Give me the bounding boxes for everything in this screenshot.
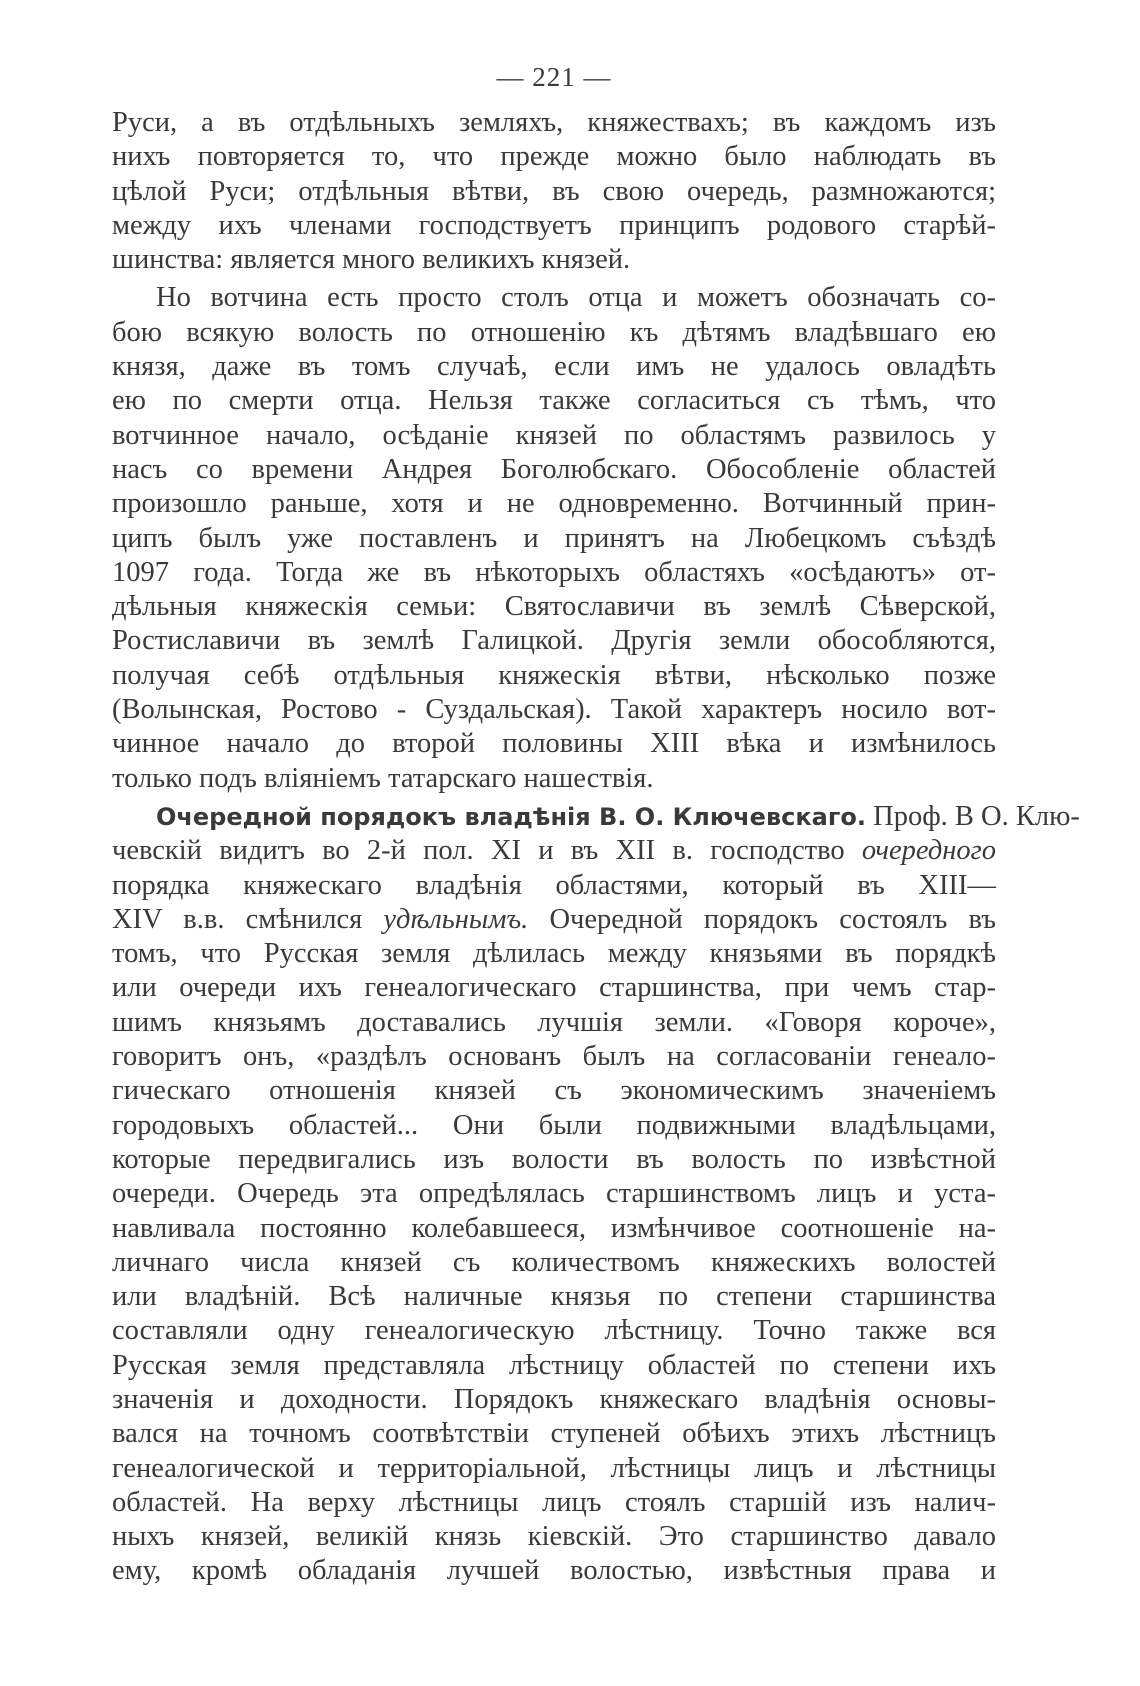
text-line: или очереди ихъ генеалогическаго старшинства, при чемъ стар- <box>112 972 996 1004</box>
text-line: говоритъ онъ, «раздѣлъ основанъ былъ на согласованіи генеало- <box>112 1041 996 1073</box>
text-line <box>112 903 996 937</box>
text-line: или владѣній. Всѣ наличные князья по степени старшинства <box>112 1281 996 1313</box>
text-line: ею по смерти отца. Нельзя также согласиться съ тѣмъ, что <box>112 385 996 417</box>
text-line: ципъ былъ уже поставленъ и принятъ на Любецкомъ съѣздѣ <box>112 522 996 554</box>
text-line: навливала постоянно колебавшееся, измѣнчивое соотношеніе на- <box>112 1212 996 1244</box>
text-line: (Волынская, Ростово - Суздальская). Такой характеръ носило вот- <box>112 694 996 726</box>
text-line: Русская земля представляла лѣстницу областей по степени ихъ <box>112 1349 996 1381</box>
text-line: 1097 года. Тогда же въ нѣкоторыхъ областяхъ «осѣдаютъ» от- <box>112 556 996 588</box>
paragraph-3 <box>112 800 1080 1589</box>
text-line: вотчинное начало, осѣданіе князей по областямъ развилось у <box>112 419 996 451</box>
text-line: Руси, а въ отдѣльныхъ земляхъ, княжествахъ; въ каждомъ изъ <box>112 107 996 138</box>
paragraph-1 <box>112 106 996 277</box>
text-line: которые передвигались изъ волости въ волость по извѣстной <box>112 1143 996 1175</box>
text-line: областей. На верху лѣстницы лицъ стоялъ старшій изъ налич- <box>112 1486 996 1518</box>
text-run: Очередной порядокъ состоялъ въ <box>528 903 997 935</box>
text-line: личнаго числа князей съ количествомъ княжескихъ волостей <box>112 1246 996 1278</box>
text-line: нихъ повторяется то, что прежде можно было наблюдать въ <box>112 141 996 173</box>
text-line: между ихъ членами господствуетъ принципъ родового старѣй- <box>112 209 996 241</box>
text-line: гическаго отношенія князей съ экономическимъ значеніемъ <box>112 1075 996 1107</box>
text-line: ему, кромѣ обладанія лучшей волостью, извѣстныя права и <box>112 1555 996 1587</box>
text-line: томъ, что Русская земля дѣлилась между князьями въ порядкѣ <box>112 938 996 970</box>
section-heading: Очередной порядокъ владѣнія В. О. Ключевскаго. <box>156 802 866 831</box>
page-number: — 221 — <box>496 62 612 92</box>
text-line: насъ со времени Андрея Боголюбскаго. Обособленіе областей <box>112 453 996 485</box>
text-run: XIV в.в. смѣнился <box>112 903 384 935</box>
text-line: дѣльныя княжескія семьи: Святославичи въ землѣ Сѣверской, <box>112 591 996 623</box>
paragraph-2 <box>112 281 996 795</box>
text-line: только подъ вліяніемъ татарскаго нашествія. <box>112 762 654 794</box>
text-line: городовыхъ областей... Они были подвижными владѣльцами, <box>112 1109 996 1141</box>
text-line: генеалогической и территоріальной, лѣстницы лицъ и лѣстницы <box>112 1452 996 1484</box>
italic-term: очередного <box>861 835 996 867</box>
text-line: Ростиславичи въ землѣ Галицкой. Другія земли обособляются, <box>112 625 996 657</box>
text-line: бою всякую волость по отношенію къ дѣтямъ владѣвшаго ею <box>112 316 996 348</box>
text-line: Но вотчина есть просто столъ отца и можетъ обозначать со- <box>156 282 996 314</box>
text-line: очереди. Очередь эта опредѣлялась старшинствомъ лицъ и уста- <box>112 1178 996 1210</box>
text-line: значенія и доходности. Порядокъ княжескаго владѣнія основы- <box>112 1383 996 1415</box>
document-page <box>112 58 1080 1593</box>
text-line: цѣлой Руси; отдѣльныя вѣтви, въ свою очередь, размножаются; <box>112 175 996 207</box>
text-line <box>112 800 1080 834</box>
text-line: составляли одну генеалогическую лѣстницу. Точно также вся <box>112 1315 996 1347</box>
text-line <box>112 834 996 868</box>
text-line: шинства: является много великихъ князей. <box>112 244 631 276</box>
text-line: ныхъ князей, великій князь кіевскій. Это старшинство давало <box>112 1521 996 1553</box>
text-line: произошло раньше, хотя и не одновременно. Вотчинный прин- <box>112 488 996 520</box>
italic-term: удѣльнымъ. <box>383 903 529 935</box>
text-line: чинное начало до второй половины XIII вѣка и измѣнилось <box>112 728 996 760</box>
text-line: князя, даже въ томъ случаѣ, если имъ не удалось овладѣть <box>112 351 996 383</box>
text-run: чевскій видитъ во 2-й пол. XI и въ XII в. господство <box>112 835 862 867</box>
text-line: порядка княжескаго владѣнія областями, который въ XIII— <box>112 869 996 901</box>
text-line: получая себѣ отдѣльныя княжескія вѣтви, нѣсколько позже <box>112 659 996 691</box>
text-line: вался на точномъ соотвѣтствіи ступеней обѣихъ этихъ лѣстницъ <box>112 1418 996 1450</box>
text-run: Проф. В О. Клю- <box>866 800 1080 832</box>
text-line: шимъ князьямъ доставались лучшія земли. «Говоря короче», <box>112 1006 996 1038</box>
